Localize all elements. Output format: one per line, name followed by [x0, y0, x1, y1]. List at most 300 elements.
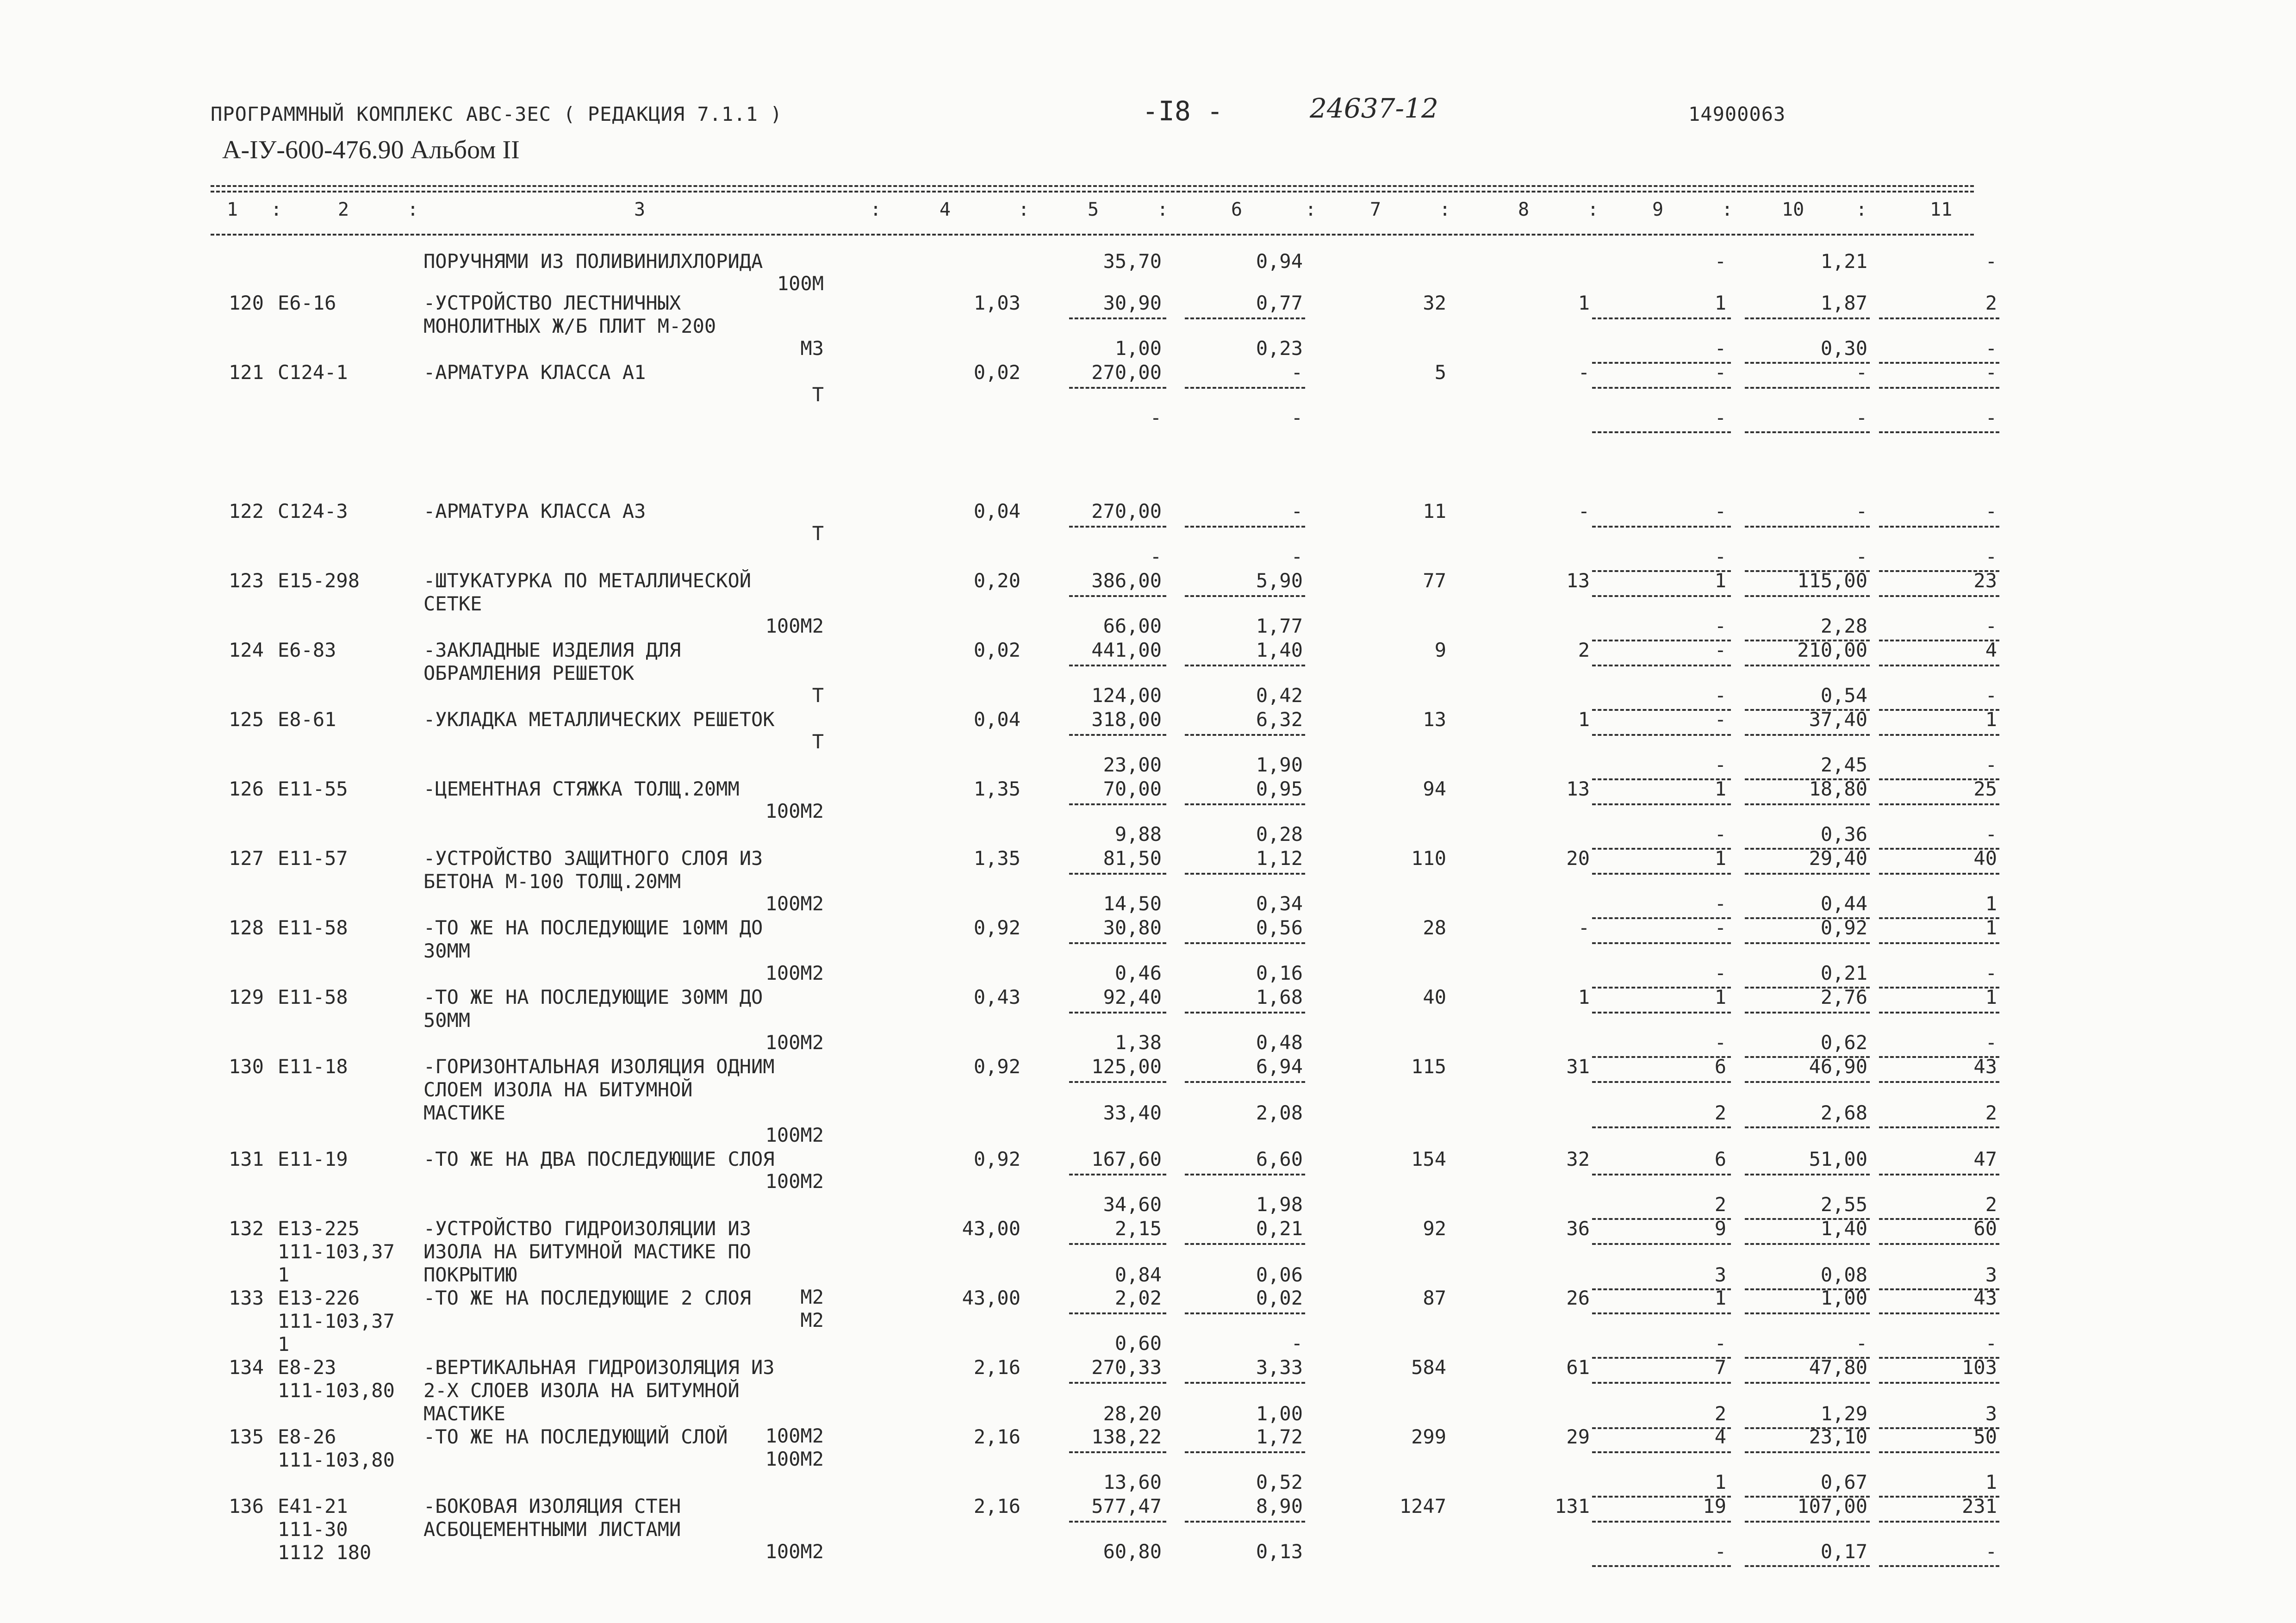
row-rule — [1069, 595, 1166, 597]
sub-cell-c10: 0,54 — [1820, 684, 1867, 707]
sub-cell-c9: - — [1714, 962, 1726, 984]
sub-cell-c11: 2 — [1985, 1101, 1997, 1124]
sub-cell-c9: - — [1714, 892, 1726, 915]
cell-c8: 1 — [1578, 708, 1590, 731]
row-rule — [1185, 1012, 1305, 1014]
cell-qty: 0,02 — [973, 639, 1020, 661]
cell-c6: - — [1291, 500, 1303, 522]
unit-of-measure: 100М2 — [765, 1031, 824, 1054]
sub-cell-c11: - — [1985, 684, 1997, 707]
row-number: 135 — [229, 1425, 264, 1448]
row-number: 132 — [229, 1217, 264, 1240]
row-rule — [1592, 1521, 1731, 1523]
norm-code: Е13-226 — [278, 1287, 360, 1309]
row-rule — [1592, 387, 1731, 389]
column-header-12: 7 — [1370, 199, 1381, 220]
row-rule — [1879, 665, 1999, 666]
cell-qty: 0,02 — [973, 361, 1020, 384]
row-rule — [1592, 1382, 1731, 1384]
row-rule — [1879, 526, 1999, 528]
row-rule — [1185, 1312, 1305, 1314]
sub-cell-c10: - — [1855, 406, 1867, 429]
cell-c10: 0,92 — [1820, 916, 1867, 939]
cell-c8: - — [1578, 361, 1590, 384]
cell-c9: 19 — [1703, 1495, 1726, 1517]
norm-code: 111-103,80 — [278, 1449, 395, 1471]
row-rule — [1185, 1174, 1305, 1175]
row-rule — [1745, 1174, 1870, 1175]
cell-c7: 110 — [1411, 847, 1446, 870]
cell-c9: 9 — [1714, 1217, 1726, 1240]
cell-price: 92,40 — [1103, 986, 1162, 1008]
unit-of-measure: 100М — [777, 272, 824, 295]
sub-cell-c9: - — [1714, 406, 1726, 429]
cell-c9: - — [1714, 916, 1726, 939]
sub-cell-c11: 1 — [1985, 1471, 1997, 1493]
row-rule — [1879, 1126, 1999, 1128]
cell-price: 2,15 — [1114, 1217, 1162, 1240]
sub-cell-c10: 0,67 — [1820, 1471, 1867, 1493]
sub-cell-c6: - — [1291, 406, 1303, 429]
sub-cell-c6: 0,42 — [1256, 684, 1303, 707]
sub-cell-c9: - — [1714, 545, 1726, 568]
sub-cell-c10: 0,62 — [1820, 1031, 1867, 1054]
cell-c9: - — [1714, 361, 1726, 384]
cell-qty: 43,00 — [962, 1217, 1020, 1240]
cell-c6: 8,90 — [1256, 1495, 1303, 1517]
cell-c10: 51,00 — [1809, 1148, 1867, 1170]
norm-code: 111-103,37 — [278, 1310, 395, 1332]
cell-price: 30,90 — [1103, 292, 1162, 314]
sub-cell-c9: - — [1714, 337, 1726, 360]
row-rule — [1592, 526, 1731, 528]
cell-c6: 6,32 — [1256, 708, 1303, 731]
cell-c9: 1 — [1714, 986, 1726, 1008]
sub-cell-c11: 3 — [1985, 1402, 1997, 1425]
row-rule — [1879, 803, 1999, 805]
cell-price: 70,00 — [1103, 777, 1162, 800]
unit-of-measure: 100М2 — [765, 1124, 824, 1146]
row-rule — [1185, 1243, 1305, 1245]
row-number: 129 — [229, 986, 264, 1008]
sub-cell-c9: - — [1714, 1540, 1726, 1563]
cell-c11: 25 — [1973, 777, 1997, 800]
sub-cell-c10: 0,30 — [1820, 337, 1867, 360]
norm-code: 111-103,80 — [278, 1379, 395, 1402]
unit-of-measure: Т — [812, 730, 824, 753]
sub-cell-c6: 0,16 — [1256, 962, 1303, 984]
row-rule — [1592, 917, 1731, 919]
sub-cell-price: 0,84 — [1114, 1263, 1162, 1286]
cell-c6: 0,21 — [1256, 1217, 1303, 1240]
sub-cell-price: 14,50 — [1103, 892, 1162, 915]
row-rule — [1592, 1012, 1731, 1014]
row-number: 127 — [229, 847, 264, 870]
row-rule — [1592, 1357, 1731, 1359]
unit-of-measure: М2 — [800, 1309, 824, 1331]
sub-cell-c6: 2,08 — [1256, 1101, 1303, 1124]
cell-c11: 23 — [1973, 569, 1997, 592]
work-description: МАСТИКЕ — [423, 1402, 506, 1425]
cell-c6: 3,33 — [1256, 1356, 1303, 1379]
work-description: -ТО ЖЕ НА ПОСЛЕДУЮЩИЙ СЛОЙ — [423, 1425, 728, 1448]
row-rule — [1745, 1081, 1870, 1083]
sub-cell-c10: 0,44 — [1820, 892, 1867, 915]
cell-c7: 584 — [1411, 1356, 1446, 1379]
sub-cell-c6: 1,77 — [1256, 615, 1303, 637]
work-description: 2-Х СЛОЕВ ИЗОЛА НА БИТУМНОЙ — [423, 1379, 740, 1402]
sub-cell-c10: 0,08 — [1820, 1263, 1867, 1286]
cell-c7: 9 — [1434, 639, 1446, 661]
cell-c9: - — [1714, 250, 1726, 273]
work-description: МОНОЛИТНЫХ Ж/Б ПЛИТ М-200 — [423, 315, 716, 337]
row-rule — [1069, 317, 1166, 319]
unit-of-measure: 100М2 — [765, 1540, 824, 1563]
cell-c8: 61 — [1566, 1356, 1590, 1379]
row-rule — [1879, 942, 1999, 944]
sub-cell-c9: - — [1714, 1031, 1726, 1054]
row-number: 123 — [229, 569, 264, 592]
sub-cell-c10: - — [1855, 545, 1867, 568]
sub-cell-c11: 3 — [1985, 1263, 1997, 1286]
unit-of-measure: Т — [812, 383, 824, 406]
cell-c7: 115 — [1411, 1055, 1446, 1078]
program-title: ПРОГРАММНЫЙ КОМПЛЕКС АВС-3ЕС ( РЕДАКЦИЯ 7.1.1 ) — [211, 103, 783, 125]
row-rule — [1745, 803, 1870, 805]
sub-cell-c9: - — [1714, 615, 1726, 637]
norm-code: Е41-21 — [278, 1495, 348, 1517]
column-header-10: 6 — [1231, 199, 1243, 220]
row-rule — [1185, 387, 1305, 389]
work-description: -АРМАТУРА КЛАССА А1 — [423, 361, 646, 384]
album-title: А-IУ-600-476.90 Альбом II — [222, 136, 520, 164]
column-header-18: 10 — [1782, 199, 1804, 220]
cell-c9: - — [1714, 708, 1726, 731]
sub-cell-price: 34,60 — [1103, 1193, 1162, 1216]
norm-code: 111-30 — [278, 1518, 348, 1541]
cell-c11: 4 — [1985, 639, 1997, 661]
row-rule — [1069, 1081, 1166, 1083]
work-description: -ЦЕМЕНТНАЯ СТЯЖКА ТОЛЩ.20ММ — [423, 777, 740, 800]
unit-of-measure: М2 — [800, 1286, 824, 1308]
work-description: МАСТИКЕ — [423, 1101, 506, 1124]
norm-code: Е6-16 — [278, 292, 336, 314]
cell-c9: 6 — [1714, 1055, 1726, 1078]
unit-of-measure: 100М2 — [765, 892, 824, 915]
sub-cell-c11: - — [1985, 1031, 1997, 1054]
row-rule — [1879, 387, 1999, 389]
column-header-7: : — [1018, 199, 1030, 220]
column-header-19: : — [1856, 199, 1867, 220]
work-description: -ТО ЖЕ НА ПОСЛЕДУЮЩИЕ 30ММ ДО — [423, 986, 763, 1008]
cell-c6: - — [1291, 361, 1303, 384]
sub-cell-c11: - — [1985, 1540, 1997, 1563]
work-description: -АРМАТУРА КЛАССА А3 — [423, 500, 646, 522]
cell-c10: 210,00 — [1797, 639, 1867, 661]
cell-c6: 0,77 — [1256, 292, 1303, 314]
cell-c10: 29,40 — [1809, 847, 1867, 870]
column-header-0: 1 — [227, 199, 238, 220]
row-rule — [1745, 362, 1870, 364]
cell-price: 167,60 — [1091, 1148, 1162, 1170]
row-rule — [1069, 734, 1166, 736]
work-description: -ТО ЖЕ НА ДВА ПОСЛЕДУЮЩИЕ СЛОЯ — [423, 1148, 775, 1170]
cell-c6: 6,60 — [1256, 1148, 1303, 1170]
cell-price: 138,22 — [1091, 1425, 1162, 1448]
work-description: ПОКРЫТИЮ — [423, 1263, 517, 1286]
row-rule — [1745, 1565, 1870, 1567]
cell-qty: 0,92 — [973, 1055, 1020, 1078]
row-number: 134 — [229, 1356, 264, 1379]
cell-c9: 4 — [1714, 1425, 1726, 1448]
cell-c8: 1 — [1578, 986, 1590, 1008]
sub-cell-price: - — [1150, 545, 1162, 568]
row-number: 136 — [229, 1495, 264, 1517]
cell-price: 125,00 — [1091, 1055, 1162, 1078]
cell-c9: 7 — [1714, 1356, 1726, 1379]
sub-cell-c6: - — [1291, 545, 1303, 568]
cell-c7: 299 — [1411, 1425, 1446, 1448]
cell-c8: - — [1578, 916, 1590, 939]
sub-cell-c10: 0,21 — [1820, 962, 1867, 984]
row-rule — [1069, 1312, 1166, 1314]
work-description: -ГОРИЗОНТАЛЬНАЯ ИЗОЛЯЦИЯ ОДНИМ — [423, 1055, 775, 1078]
cell-c8: 32 — [1566, 1148, 1590, 1170]
row-rule — [1185, 1521, 1305, 1523]
column-header-9: : — [1157, 199, 1169, 220]
row-rule — [1592, 848, 1731, 850]
row-rule — [1592, 640, 1731, 641]
row-rule — [1592, 803, 1731, 805]
column-header-15: : — [1587, 199, 1599, 220]
sub-cell-c10: 1,29 — [1820, 1402, 1867, 1425]
row-rule — [1069, 1012, 1166, 1014]
row-rule — [1069, 803, 1166, 805]
sub-cell-c9: - — [1714, 753, 1726, 776]
work-description: -УСТРОЙСТВО ЛЕСТНИЧНЫХ — [423, 292, 681, 314]
unit-of-measure: 100М2 — [765, 800, 824, 822]
norm-code: Е13-225 — [278, 1217, 360, 1240]
row-number: 124 — [229, 639, 264, 661]
sub-cell-c6: 0,34 — [1256, 892, 1303, 915]
row-rule — [1185, 1081, 1305, 1083]
norm-code: С124-1 — [278, 361, 348, 384]
sub-cell-price: 9,88 — [1114, 823, 1162, 846]
cell-c6: 0,95 — [1256, 777, 1303, 800]
row-rule — [1592, 873, 1731, 875]
work-description: АСБОЦЕМЕНТНЫМИ ЛИСТАМИ — [423, 1518, 681, 1541]
row-number: 130 — [229, 1055, 264, 1078]
cell-c10: - — [1855, 361, 1867, 384]
cell-c7: 87 — [1423, 1287, 1446, 1309]
row-rule — [1745, 595, 1870, 597]
cell-c8: 20 — [1566, 847, 1590, 870]
sub-cell-c6: 0,06 — [1256, 1263, 1303, 1286]
row-rule — [1185, 317, 1305, 319]
cell-price: 30,80 — [1103, 916, 1162, 939]
cell-qty: 0,04 — [973, 500, 1020, 522]
row-rule — [1745, 734, 1870, 736]
norm-code: 1 — [278, 1333, 290, 1356]
cell-price: 35,70 — [1103, 250, 1162, 273]
cell-c10: - — [1855, 500, 1867, 522]
row-rule — [1592, 570, 1731, 572]
row-number: 120 — [229, 292, 264, 314]
handwritten-number: 24637-12 — [1310, 93, 1438, 124]
cell-c9: 1 — [1714, 777, 1726, 800]
norm-code: Е11-58 — [278, 916, 348, 939]
unit-of-measure: Т — [812, 684, 824, 707]
norm-code: 1 — [278, 1263, 290, 1286]
work-description: СЕТКЕ — [423, 592, 482, 615]
cell-c6: 5,90 — [1256, 569, 1303, 592]
cell-price: 386,00 — [1091, 569, 1162, 592]
cell-c7: 40 — [1423, 986, 1446, 1008]
row-rule — [1592, 1243, 1731, 1245]
cell-c11: 47 — [1973, 1148, 1997, 1170]
cell-c9: 1 — [1714, 847, 1726, 870]
document-code: 14900063 — [1688, 103, 1786, 125]
row-rule — [1879, 640, 1999, 641]
row-rule — [1069, 1451, 1166, 1453]
row-number: 128 — [229, 916, 264, 939]
sub-cell-price: 124,00 — [1091, 684, 1162, 707]
column-header-11: : — [1305, 199, 1317, 220]
column-header-14: 8 — [1518, 199, 1530, 220]
cell-qty: 2,16 — [973, 1425, 1020, 1448]
cell-c6: 0,56 — [1256, 916, 1303, 939]
cell-c10: 23,10 — [1809, 1425, 1867, 1448]
sub-cell-c11: - — [1985, 545, 1997, 568]
row-rule — [1745, 1382, 1870, 1384]
row-rule — [1879, 987, 1999, 989]
row-rule — [1745, 873, 1870, 875]
column-header-8: 5 — [1088, 199, 1099, 220]
row-rule — [1745, 1243, 1870, 1245]
row-rule — [1879, 1312, 1999, 1314]
work-description: 50ММ — [423, 1009, 471, 1032]
cell-qty: 0,92 — [973, 916, 1020, 939]
column-header-2: 2 — [338, 199, 349, 220]
cell-qty: 1,03 — [973, 292, 1020, 314]
cell-price: 270,00 — [1091, 361, 1162, 384]
cell-price: 270,33 — [1091, 1356, 1162, 1379]
sub-cell-price: - — [1150, 406, 1162, 429]
cell-c10: 2,76 — [1820, 986, 1867, 1008]
row-rule — [1745, 317, 1870, 319]
sub-cell-c11: - — [1985, 1332, 1997, 1355]
cell-c7: 11 — [1423, 500, 1446, 522]
row-rule — [1592, 987, 1731, 989]
work-description: -ЗАКЛАДНЫЕ ИЗДЕЛИЯ ДЛЯ — [423, 639, 681, 661]
row-rule — [1592, 1288, 1731, 1290]
cell-price: 441,00 — [1091, 639, 1162, 661]
work-description: ПОРУЧНЯМИ ИЗ ПОЛИВИНИЛХЛОРИДА — [423, 250, 763, 273]
cell-c7: 94 — [1423, 777, 1446, 800]
cell-c9: - — [1714, 639, 1726, 661]
row-rule — [1592, 1174, 1731, 1175]
row-rule — [1745, 1451, 1870, 1453]
cell-price: 81,50 — [1103, 847, 1162, 870]
cell-c8: 2 — [1578, 639, 1590, 661]
cell-c10: 47,80 — [1809, 1356, 1867, 1379]
cell-c9: 6 — [1714, 1148, 1726, 1170]
cell-c6: 1,72 — [1256, 1425, 1303, 1448]
norm-code: Е11-55 — [278, 777, 348, 800]
cell-c10: 107,00 — [1797, 1495, 1867, 1517]
sub-cell-c11: - — [1985, 962, 1997, 984]
row-number: 133 — [229, 1287, 264, 1309]
row-rule — [1185, 803, 1305, 805]
row-rule — [1879, 1521, 1999, 1523]
cell-c9: 1 — [1714, 1287, 1726, 1309]
sub-cell-price: 13,60 — [1103, 1471, 1162, 1493]
row-rule — [1745, 942, 1870, 944]
sub-cell-c9: 2 — [1714, 1101, 1726, 1124]
page-number: -I8 - — [1142, 95, 1223, 127]
row-rule — [1879, 595, 1999, 597]
work-description: -БОКОВАЯ ИЗОЛЯЦИЯ СТЕН — [423, 1495, 681, 1517]
sub-cell-c10: 2,55 — [1820, 1193, 1867, 1216]
norm-code: 111-103,37 — [278, 1240, 395, 1263]
row-rule — [1069, 1174, 1166, 1175]
row-rule — [1592, 1451, 1731, 1453]
row-rule — [1069, 942, 1166, 944]
cell-c7: 77 — [1423, 569, 1446, 592]
cell-c8: 131 — [1555, 1495, 1590, 1517]
row-rule — [1592, 1427, 1731, 1429]
sub-cell-c11: - — [1985, 406, 1997, 429]
row-rule — [1745, 387, 1870, 389]
sub-cell-c10: 2,45 — [1820, 753, 1867, 776]
sub-cell-c11: - — [1985, 337, 1997, 360]
row-rule — [1592, 1081, 1731, 1083]
norm-code: Е8-23 — [278, 1356, 336, 1379]
sub-cell-c11: 1 — [1985, 892, 1997, 915]
cell-c10: 1,40 — [1820, 1217, 1867, 1240]
row-rule — [1592, 942, 1731, 944]
cell-c8: 13 — [1566, 777, 1590, 800]
sub-cell-c9: 1 — [1714, 1471, 1726, 1493]
row-rule — [1592, 595, 1731, 597]
cell-qty: 0,92 — [973, 1148, 1020, 1170]
column-header-13: : — [1439, 199, 1451, 220]
row-rule — [1592, 734, 1731, 736]
sub-cell-c10: 2,28 — [1820, 615, 1867, 637]
work-description: -УКЛАДКА МЕТАЛЛИЧЕСКИХ РЕШЕТОК — [423, 708, 775, 731]
row-rule — [1745, 526, 1870, 528]
cell-c8: 29 — [1566, 1425, 1590, 1448]
cell-c10: 18,80 — [1809, 777, 1867, 800]
column-header-4: 3 — [634, 199, 646, 220]
row-rule — [1879, 917, 1999, 919]
row-rule — [1592, 1056, 1731, 1058]
row-rule — [1185, 942, 1305, 944]
work-description: -УСТРОЙСТВО ЗАЩИТНОГО СЛОЯ ИЗ — [423, 847, 763, 870]
cell-qty: 2,16 — [973, 1495, 1020, 1517]
row-rule — [1185, 1382, 1305, 1384]
row-rule — [1069, 387, 1166, 389]
cell-c11: 60 — [1973, 1217, 1997, 1240]
cell-c7: 13 — [1423, 708, 1446, 731]
sub-cell-c6: 0,13 — [1256, 1540, 1303, 1563]
row-rule — [1185, 873, 1305, 875]
row-rule — [1879, 1012, 1999, 1014]
row-rule — [1745, 1312, 1870, 1314]
row-number: 131 — [229, 1148, 264, 1170]
norm-code: С124-3 — [278, 500, 348, 522]
row-rule — [1592, 317, 1731, 319]
